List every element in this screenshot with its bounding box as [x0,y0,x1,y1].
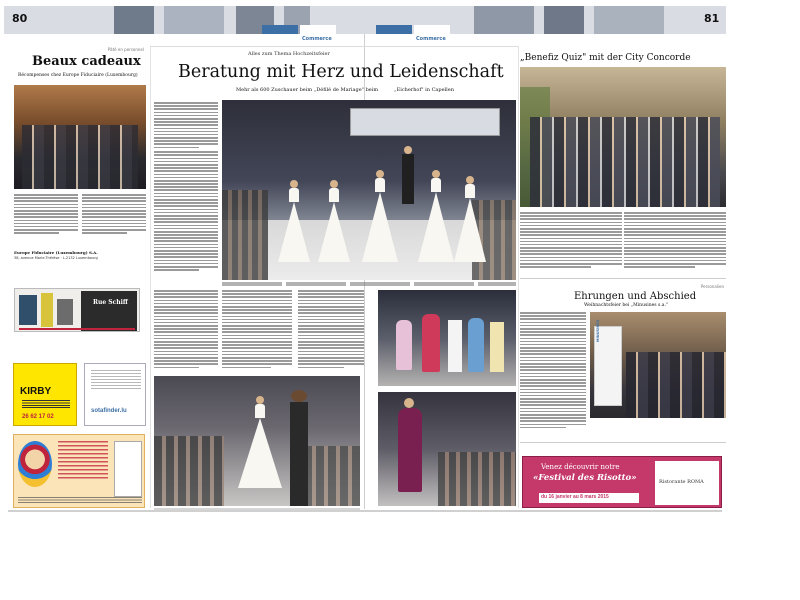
address-title: Europe Fiduciaire (Luxembourg) S.A. [14,250,98,255]
ad-line-2: «Festival des Risotto» [533,473,637,483]
page-header-strip [4,6,726,42]
article-subtitle: Récompenses chez Europe Fiduciaire (Luxembourg) [18,73,138,78]
photo-caption [222,282,516,286]
ristorante-ad [522,456,722,508]
article-title: Ehrungen und Abschied [574,291,697,302]
furniture-ad [14,288,140,332]
section-label: Personalien [700,284,724,289]
column-rule [150,46,151,508]
main-subhead-left: Mehr als 600 Zuschauer beim „Défilé de Mariage" beim [236,87,379,93]
left-page-number: 80 [12,12,28,25]
rule-line [520,278,726,279]
article-title: Beaux cadeaux [32,54,141,69]
ad-brand: sotafinder.lu [91,408,127,414]
ad-brand: KIRBY [20,386,52,397]
right-page-number: 81 [704,12,720,25]
article-body [14,194,78,246]
header-photo [544,6,584,34]
main-headline: Beratung mit Herz und Leidenschaft [178,62,504,82]
article-body [520,212,622,270]
article-body [154,290,218,372]
carnival-ad [13,434,145,508]
newspaper-spread [4,6,726,510]
evening-dress-photo [378,392,516,506]
section-label: Pâté en personnel [107,47,144,52]
right-tab-advertorial: Advertorial [376,25,412,34]
header-photo [474,6,534,34]
column-rule [518,46,519,508]
article-body [520,312,586,434]
rule-line [150,46,518,47]
header-photo [114,6,154,34]
runway-photo [222,100,516,280]
main-subhead-right: „Eicherhof" in Capellen [394,87,454,93]
rule-line [520,442,726,443]
ad-phone: 26 62 17 02 [22,414,54,420]
ad-brand: Rue Schiff [93,299,128,306]
ad-line-1: Venez découvrir notre [541,463,620,471]
article-subtitle: Weihnachtsfeier bei „Minusines s.a." [584,303,668,308]
article-title: „Benefiz Quiz" mit der City Concorde [520,53,691,63]
staff-group-photo [14,85,146,189]
minusines-group-photo [590,312,726,418]
ad-brand: Ristorante ROMA [659,479,704,485]
ad-line-3: du 16 janvier au 8 mars 2015 [541,494,609,500]
left-tab-commerce: Commerce [300,25,336,34]
right-tab-commerce: Commerce [414,25,450,34]
left-tab-advertorial: Advertorial [262,25,298,34]
article-body [624,212,726,270]
kirby-ad [13,363,77,426]
kids-fashion-photo [378,290,516,386]
finder-ad [84,363,146,426]
header-photo [594,6,664,34]
couple-photo [154,376,360,506]
article-kicker: Alles zum Thema Hochzeitsfeier [248,51,330,57]
article-body [154,102,218,278]
page-bottom-rule [8,510,722,512]
quiz-group-photo [520,67,726,207]
header-photo [164,6,224,34]
minusines-banner: MINUSINES [596,319,600,342]
address-line: 38, avenue Marie-Thérèse · L-2132 Luxembourg [14,256,98,260]
article-body [82,194,146,246]
article-body [222,290,292,372]
article-body [298,290,364,372]
